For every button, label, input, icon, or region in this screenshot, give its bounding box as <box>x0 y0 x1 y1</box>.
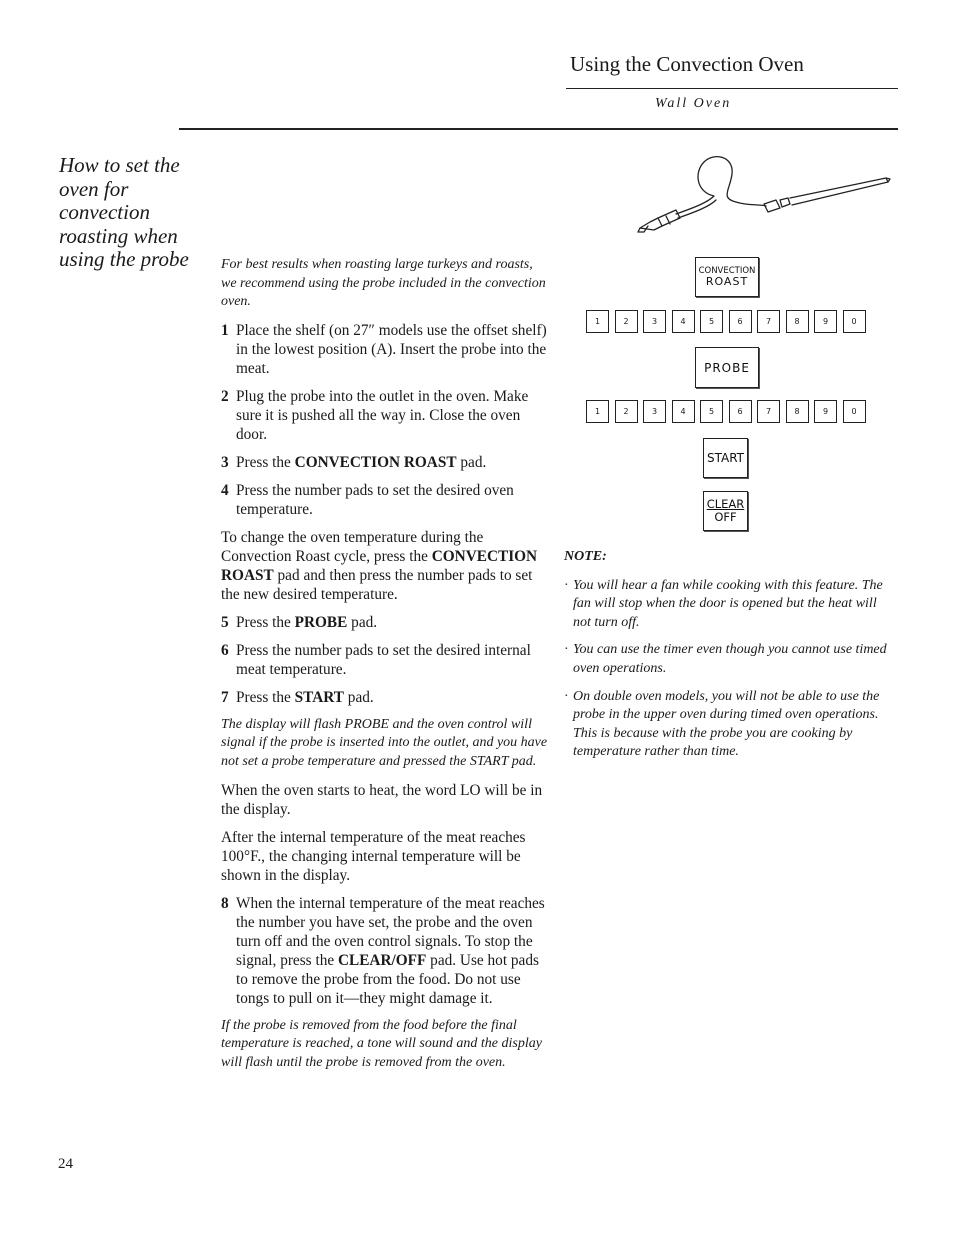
number-key-7: 7 <box>757 400 780 423</box>
bullet-icon: · <box>564 688 569 704</box>
step-number: 6 <box>221 641 229 659</box>
number-pad-row <box>586 310 866 333</box>
number-key-9: 9 <box>814 310 837 333</box>
number-key-9: 9 <box>814 400 837 423</box>
change-temp-pad-name: CONVECTION ROAST <box>221 547 538 584</box>
step-6 <box>221 641 549 679</box>
note-item <box>564 577 898 633</box>
number-key-0: 0 <box>843 310 866 333</box>
step-pad-name: CLEAR/OFF <box>337 951 427 969</box>
note-item <box>564 688 898 762</box>
step-5 <box>221 613 549 632</box>
number-key-2: 2 <box>615 400 638 423</box>
number-key-6: 6 <box>729 310 752 333</box>
convection-roast-pad <box>695 257 759 297</box>
note-item-text: On double oven models, you will not be able to use the probe in the upper oven during timed oven operations. This is because with the probe you are cooking by temperature rather than time. <box>573 688 880 760</box>
step-text: Place the shelf (on 27″ models use the offset shelf) in the lowest position (A). Insert the probe into the meat. <box>236 321 547 377</box>
step-7 <box>221 688 549 707</box>
step-number: 1 <box>221 321 229 339</box>
change-temp-pre: To change the oven temperature during the Convection Roast cycle, press the <box>221 528 484 565</box>
step-4 <box>221 481 549 519</box>
number-key-3: 3 <box>643 310 666 333</box>
section-divider <box>179 128 898 130</box>
number-key-7: 7 <box>757 310 780 333</box>
note-item <box>564 641 898 678</box>
step-number: 3 <box>221 453 229 471</box>
note-heading: NOTE: <box>564 549 607 564</box>
change-temperature-text <box>221 528 549 604</box>
step-number: 5 <box>221 613 229 631</box>
flash-probe-note: The display will flash PROBE and the oven control will signal if the probe is inserted into the outlet, and you have not set a probe temperature and pressed the START pad. <box>221 716 548 769</box>
step-text-pre: When the internal temperature of the meat reaches the number you have set, the probe and the oven turn off and the oven control signals. To stop the signal, press the <box>236 894 545 969</box>
start-pad <box>703 438 748 478</box>
start-pad-label: START <box>706 451 745 465</box>
clear-pad-label-line1: CLEAR <box>706 497 745 511</box>
step-text-post: pad. Use hot pads to remove the probe from the food. Do not use tongs to pull on it—they might damage it. <box>236 951 539 1007</box>
number-pad-row <box>586 400 866 423</box>
step-text: Plug the probe into the outlet in the oven. Make sure it is pushed all the way in. Close the oven door. <box>236 387 529 443</box>
number-key-1: 1 <box>586 400 609 423</box>
step-pad-name: PROBE <box>294 613 348 631</box>
number-key-5: 5 <box>700 310 723 333</box>
page-header-title: Using the Convection Oven <box>570 52 804 76</box>
clear-pad-label-line2: OFF <box>714 510 737 524</box>
header-divider <box>566 88 898 89</box>
number-key-8: 8 <box>786 400 809 423</box>
notes-section <box>564 548 898 771</box>
step-text-post: pad. <box>347 613 378 631</box>
number-key-2: 2 <box>615 310 638 333</box>
number-key-8: 8 <box>786 310 809 333</box>
convection-pad-label-line2: ROAST <box>705 274 749 288</box>
note-item-text: You can use the timer even though you cannot use timed oven operations. <box>573 642 887 676</box>
number-key-0: 0 <box>843 400 866 423</box>
bullet-icon: · <box>564 642 569 658</box>
number-key-4: 4 <box>672 400 695 423</box>
step-text-pre: Press the <box>236 688 295 706</box>
number-key-3: 3 <box>643 400 666 423</box>
probe-pad-label: PROBE <box>704 360 750 375</box>
step-text: Press the number pads to set the desired internal meat temperature. <box>236 641 531 678</box>
page-number: 24 <box>58 1156 73 1172</box>
step-text-pre: Press the <box>236 453 295 471</box>
intro-text: For best results when roasting large turkeys and roasts, we recommend using the probe included in the convection oven. <box>221 257 546 310</box>
step-2 <box>221 387 549 444</box>
step-number: 7 <box>221 688 229 706</box>
step-number: 8 <box>221 894 229 912</box>
step-1 <box>221 321 549 378</box>
number-key-4: 4 <box>672 310 695 333</box>
instructions-column <box>221 256 549 1081</box>
internal-temperature-note: After the internal temperature of the meat reaches 100°F., the changing internal temperature will be shown in the display. <box>221 828 526 884</box>
lo-display-note: When the oven starts to heat, the word LO will be in the display. <box>221 781 543 818</box>
number-key-5: 5 <box>700 400 723 423</box>
convection-pad-label-line1: CONVECTION <box>698 265 756 276</box>
step-pad-name: START <box>294 688 344 706</box>
number-key-6: 6 <box>729 400 752 423</box>
step-text-pre: Press the <box>236 613 295 631</box>
bullet-icon: · <box>564 577 569 593</box>
page-header-subtitle: Wall Oven <box>655 96 732 111</box>
step-number: 2 <box>221 387 229 405</box>
step-text-post: pad. <box>343 688 374 706</box>
section-heading: How to set the oven for convection roasting when using the probe <box>59 153 189 271</box>
step-text-post: pad. <box>456 453 487 471</box>
number-key-1: 1 <box>586 310 609 333</box>
probe-pad <box>695 347 759 388</box>
note-item-text: You will hear a fan while cooking with this feature. The fan will stop when the door is opened but the heat will not turn off. <box>573 577 883 630</box>
meat-probe-illustration <box>636 152 892 236</box>
probe-removed-note: If the probe is removed from the food before the final temperature is reached, a tone will sound and the display will flash until the probe is removed from the oven. <box>221 1017 542 1070</box>
step-pad-name: CONVECTION ROAST <box>294 453 457 471</box>
step-3 <box>221 453 549 472</box>
step-number: 4 <box>221 481 229 499</box>
change-temp-post: pad and then press the number pads to set the new desired temperature. <box>221 566 533 603</box>
step-8 <box>221 894 549 1008</box>
clear-off-pad <box>703 491 748 531</box>
step-text: Press the number pads to set the desired oven temperature. <box>236 481 514 518</box>
